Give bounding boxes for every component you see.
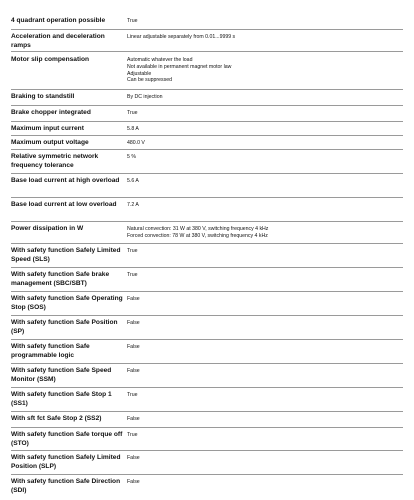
spec-row	[11, 198, 403, 222]
spec-label: With safety function Safe programmable logic	[11, 343, 90, 359]
spec-label: With safety function Safe Position (SP)	[11, 319, 118, 335]
spec-value: False	[127, 344, 140, 350]
spec-value: False	[127, 416, 140, 422]
spec-value: False	[127, 320, 140, 326]
spec-value: True	[127, 110, 138, 116]
spec-label: Motor slip compensation	[11, 56, 90, 63]
spec-row	[11, 388, 403, 412]
spec-table	[11, 17, 403, 497]
spec-label: Power dissipation in W	[11, 225, 84, 232]
spec-row	[11, 340, 403, 364]
spec-label: Relative symmetric network frequency tolerance	[11, 153, 99, 169]
spec-row	[11, 150, 403, 174]
spec-value: True	[127, 272, 138, 278]
spec-label: Maximum input current	[11, 125, 84, 132]
spec-row	[11, 451, 403, 475]
spec-value: 5 %	[127, 154, 136, 160]
spec-value: 5.6 A	[127, 178, 139, 184]
spec-value: True	[127, 392, 138, 398]
spec-value: False	[127, 479, 140, 485]
spec-value: False	[127, 455, 140, 461]
spec-value: 7.2 A	[127, 202, 139, 208]
spec-value: False	[127, 296, 140, 302]
spec-value: False	[127, 368, 140, 374]
spec-row	[11, 90, 403, 106]
spec-row	[11, 412, 403, 428]
spec-label: With safety function Safe Speed Monitor (SSM)	[11, 367, 112, 383]
spec-value: True	[127, 248, 138, 254]
spec-row	[11, 364, 403, 388]
spec-label: With safety function Safe Direction (SDI)	[11, 478, 121, 494]
spec-label: Acceleration and deceleration ramps	[11, 33, 105, 49]
spec-row	[11, 316, 403, 340]
spec-label: Base load current at low overload	[11, 201, 117, 208]
spec-value: 480.0 V	[127, 140, 145, 146]
spec-row	[11, 292, 403, 316]
spec-label: With safety function Safely Limited Speed (SLS)	[11, 247, 121, 263]
spec-label: Maximum output voltage	[11, 139, 89, 146]
spec-row	[11, 106, 403, 122]
spec-row	[11, 30, 403, 52]
spec-row	[11, 475, 403, 497]
spec-row	[11, 244, 403, 268]
spec-value: Natural convection: 31 W at 380 V, switching frequency 4 kHz Forced convection: 78 W at 380 V, switching frequency 4 kHz	[127, 226, 269, 239]
spec-row	[11, 428, 403, 451]
spec-value: True	[127, 432, 138, 438]
spec-label: With sft fct Safe Stop 2 (SS2)	[11, 415, 102, 422]
spec-label: Braking to standstill	[11, 93, 75, 100]
spec-label: With safety function Safe brake management (SBC/SBT)	[11, 271, 110, 287]
spec-row	[11, 52, 403, 90]
spec-label: 4 quadrant operation possible	[11, 17, 106, 24]
spec-value: Linear adjustable separately from 0.01...9999 s	[127, 34, 236, 40]
spec-label: With safety function Safe Stop 1 (SS1)	[11, 391, 112, 407]
spec-value: 5.8 A	[127, 126, 139, 132]
spec-label: Base load current at high overload	[11, 177, 120, 184]
spec-row	[11, 174, 403, 198]
spec-row	[11, 122, 403, 136]
spec-label: With safety function Safe torque off (STO)	[11, 431, 123, 447]
spec-value: Automatic whatever the load Not available in permanent magnet motor law Adjustable Can be suppressed	[127, 57, 232, 84]
spec-row	[11, 136, 403, 150]
spec-row	[11, 17, 403, 30]
spec-value: By DC injection	[127, 94, 163, 100]
spec-row	[11, 268, 403, 292]
spec-label: With safety function Safe Operating Stop (SOS)	[11, 295, 123, 311]
spec-label: Brake chopper integrated	[11, 109, 91, 116]
spec-row	[11, 222, 403, 244]
spec-label: With safety function Safely Limited Position (SLP)	[11, 454, 121, 470]
spec-value: True	[127, 18, 138, 24]
